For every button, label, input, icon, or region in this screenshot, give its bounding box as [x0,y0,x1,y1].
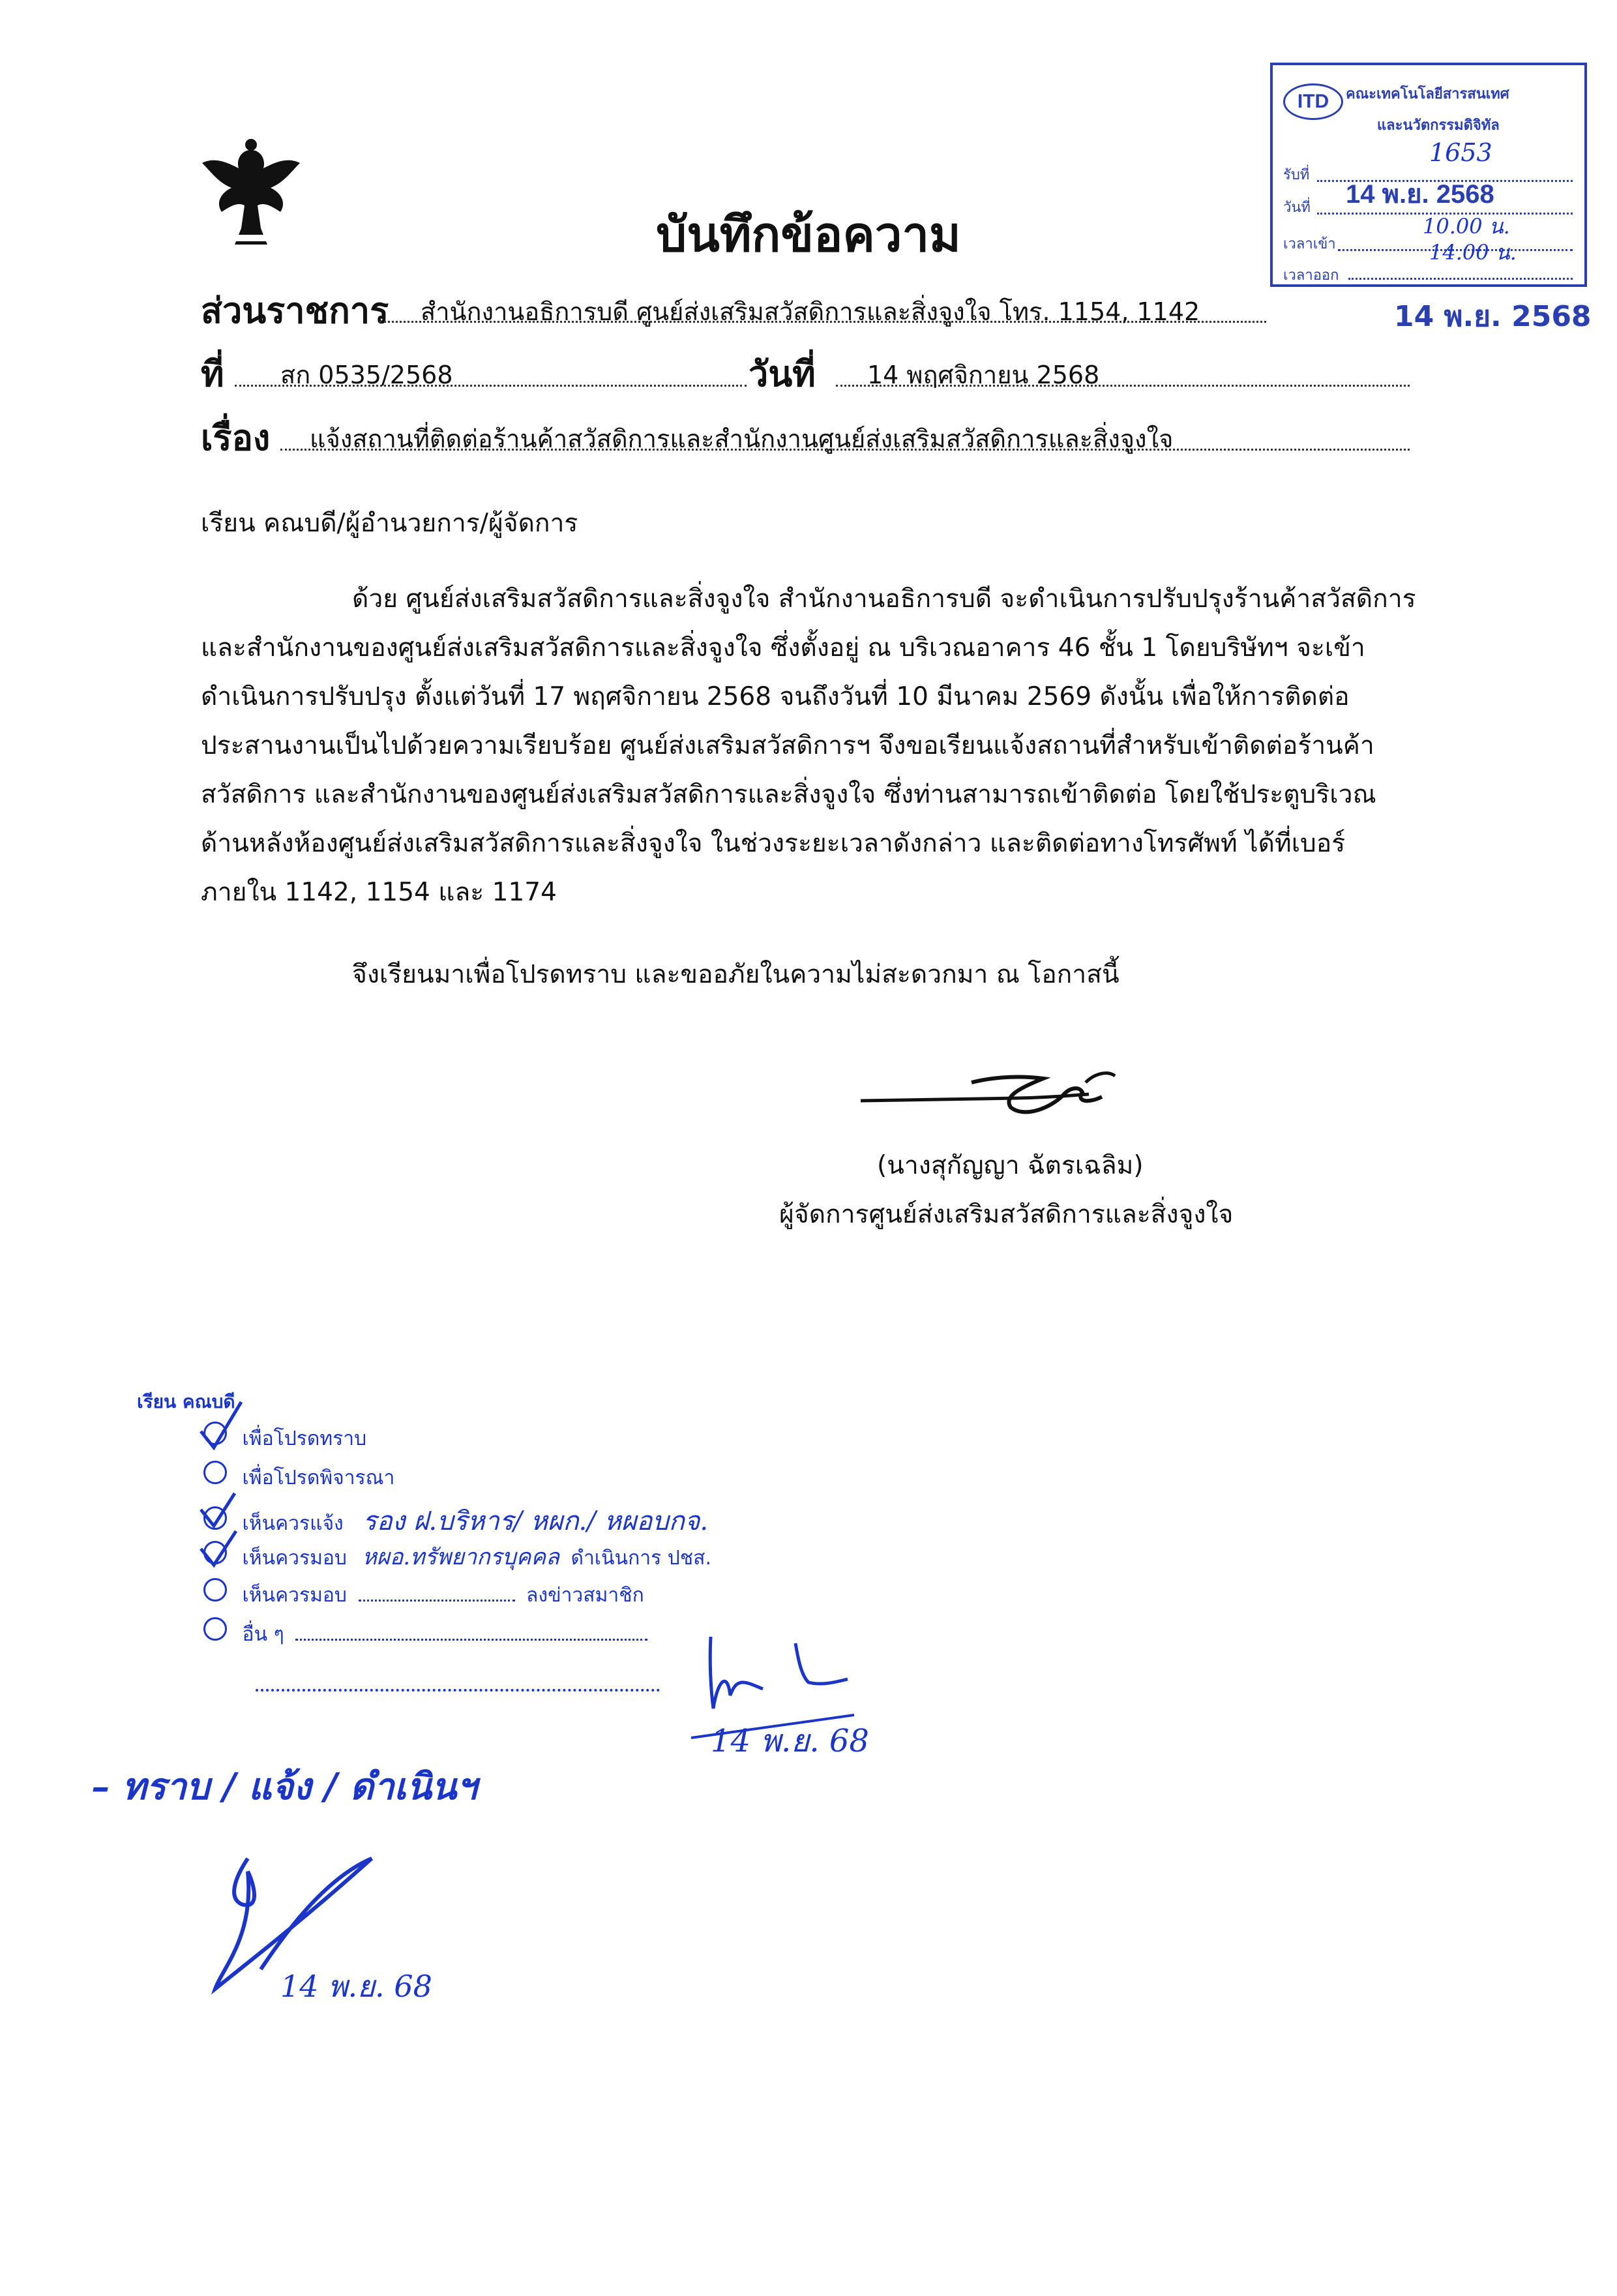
routing-option-3 [203,1500,708,1542]
routing-option-label: เห็นควรแจ้ง [242,1512,344,1535]
body-line-7: ภายใน 1142, 1154 และ 1174 [201,878,557,907]
routing-option-6 [203,1617,647,1650]
handwritten-date-2: 14 พ.ย. 68 [280,1969,432,2004]
stamp-received-value: 1653 [1429,138,1492,167]
stamp-time-out-value: 14.00 น. [1429,240,1517,265]
signature-image [854,1056,1148,1128]
routing-option-suffix: ลงข่าวสมาชิก [526,1584,644,1607]
body-line-5: สวัสดิการ และสำนักงานของศูนย์ส่งเสริมสวัสดิการและสิ่งจูงใจ ซึ่งท่านสามารถเข้าติดต่อ โดยใช้ประตูบริเวณ [201,780,1376,809]
department-label: ส่วนราชการ [201,290,389,331]
routing-option-4 [203,1539,711,1574]
subject-label: เรื่อง [201,417,271,458]
body-line-3: ดำเนินการปรับปรุง ตั้งแต่วันที่ 17 พฤศจิกายน 2568 จนถึงวันที่ 10 มีนาคม 2569 ดังนั้น เพื่อให้การติดต่อ [201,682,1350,711]
date-label: วันที่ [749,353,816,395]
routing-option-note: หผอ.ทรัพยากรบุคคล [362,1544,559,1570]
routing-option-label: เพื่อโปรดพิจารณา [242,1467,395,1489]
receiving-stamp [1270,63,1587,287]
routing-option-note: รอง ฝ.บริหาร/ หผก./ หผอบกจ. [363,1506,709,1536]
routing-to: เรียน คณบดี [137,1391,235,1412]
document-title: บันทึกข้อความ [656,207,961,263]
stamp-date-outside: 14 พ.ย. 2568 [1394,300,1592,333]
stamp-org-line1: คณะเทคโนโลยีสารสนเทศ [1346,85,1509,102]
routing-option-label: เพื่อโปรดทราบ [242,1427,367,1450]
routing-dotline [359,1600,515,1602]
department-value: สำนักงานอธิการบดี ศูนย์ส่งเสริมสวัสดิการและสิ่งจูงใจ โทร. 1154, 1142 [421,297,1200,326]
handwritten-instruction: – ทราบ / แจ้ง / ดำเนินฯ [91,1765,477,1808]
routing-dotline [295,1639,647,1641]
stamp-org-line2: และนวัตกรรมดิจิทัล [1377,117,1500,133]
stamp-time-in-label: เวลาเข้า [1283,235,1336,252]
stamp-date-label: วันที่ [1283,199,1311,215]
salutation: เรียน คณบดี/ผู้อำนวยการ/ผู้จัดการ [201,509,578,538]
stamp-time-in-value: 10.00 น. [1423,214,1510,239]
subject-value: แจ้งสถานที่ติดต่อร้านค้าสวัสดิการและสำนักงานศูนย์ส่งเสริมสวัสดิการและสิ่งจูงใจ [310,425,1174,453]
reference-label: ที่ [201,353,224,395]
signer-position: ผู้จัดการศูนย์ส่งเสริมสวัสดิการและสิ่งจูงใจ [779,1200,1234,1229]
stamp-time-out-label: เวลาออก [1283,267,1339,283]
routing-option-label: เห็นควรมอบ [242,1584,347,1607]
stamp-time-out-dotline [1348,278,1573,280]
routing-option-label: เห็นควรมอบ [242,1547,347,1570]
date-value: 14 พฤศจิกายน 2568 [867,361,1100,389]
stamp-date-value: 14 พ.ย. 2568 [1346,180,1494,209]
checkbox-circle-icon [203,1617,227,1641]
reference-value: สก 0535/2568 [280,361,453,389]
stamp-received-label: รับที่ [1283,166,1310,183]
routing-option-label: อื่น ๆ [242,1623,284,1646]
body-line-4: ประสานงานเป็นไปด้วยความเรียบร้อย ศูนย์ส่งเสริมสวัสดิการฯ จึงขอเรียนแจ้งสถานที่สำหรับเข้าติดต่อร้านค้า [201,731,1374,760]
routing-dotline-extra [256,1689,660,1692]
signer-name: (นางสุกัญญา ฉัตรเฉลิม) [877,1151,1144,1180]
body-line-1: ด้วย ศูนย์ส่งเสริมสวัสดิการและสิ่งจูงใจ สำนักงานอธิการบดี จะดำเนินการปรับปรุงร้านค้าสวัสดิการ [352,584,1416,614]
body-line-6: ด้านหลังห้องศูนย์ส่งเสริมสวัสดิการและสิ่งจูงใจ ในช่วงระยะเวลาดังกล่าว และติดต่อทางโทรศัพท์ ได้ที่เบอร์ [201,829,1346,858]
handwritten-date-1: 14 พ.ย. 68 [711,1723,869,1759]
closing-sentence: จึงเรียนมาเพื่อโปรดทราบ และขออภัยในความไม่สะดวกมา ณ โอกาสนี้ [352,960,1120,989]
routing-option-5 [203,1578,644,1611]
routing-option-suffix: ดำเนินการ ปชส. [571,1547,711,1570]
body-line-2: และสำนักงานของศูนย์ส่งเสริมสวัสดิการและสิ่งจูงใจ ซึ่งตั้งอยู่ ณ บริเวณอาคาร 46 ชั้น 1 โดยบริษัทฯ จะเข้า [201,633,1365,663]
stamp-logo: ITD [1283,83,1343,120]
check-marks-icon [196,1395,248,1591]
